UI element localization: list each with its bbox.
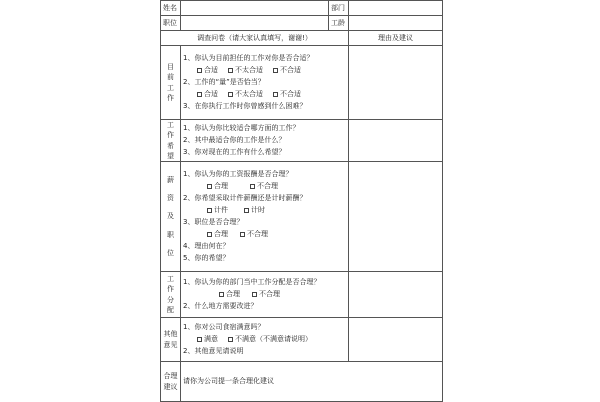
checkbox-option[interactable]: 不太合适 xyxy=(228,90,263,98)
question-text: 2、你希望采取计件薪酬还是计时薪酬？ xyxy=(183,194,307,203)
reason-cell[interactable] xyxy=(349,162,443,272)
reason-header: 理由及建议 xyxy=(349,31,443,46)
checkbox-option[interactable]: 合理 xyxy=(207,230,228,238)
section-label-current-work: 目 前 工 作 xyxy=(161,46,181,120)
option-group xyxy=(183,65,346,77)
option-group xyxy=(183,334,346,346)
reason-cell[interactable] xyxy=(349,318,443,362)
question-text: 2、什么地方需要改进？ xyxy=(183,302,258,311)
question-text: 2、其他意见请说明 xyxy=(183,347,244,356)
question-text: 1、你认为你比较适合哪方面的工作？ xyxy=(183,124,300,133)
checkbox-icon[interactable] xyxy=(252,292,257,297)
checkbox-icon[interactable] xyxy=(197,337,202,342)
name-row xyxy=(161,1,443,16)
dept-label: 部门 xyxy=(329,1,349,16)
question-text: 3、职位是否合理？ xyxy=(183,218,244,227)
option-group xyxy=(183,289,346,301)
dept-field[interactable] xyxy=(349,1,443,16)
checkbox-option[interactable]: 不太合适 xyxy=(228,66,263,74)
checkbox-option[interactable]: 合适 xyxy=(197,90,218,98)
checkbox-icon[interactable] xyxy=(228,68,233,73)
checkbox-icon[interactable] xyxy=(240,232,245,237)
checkbox-icon[interactable] xyxy=(228,337,233,342)
question-text: 1、你对公司食宿满意吗？ xyxy=(183,323,265,332)
name-field[interactable] xyxy=(181,1,329,16)
checkbox-icon[interactable] xyxy=(197,68,202,73)
checkbox-icon[interactable] xyxy=(250,184,255,189)
question-text: 2、工作的“量”是否恰当？ xyxy=(183,78,265,87)
option-group xyxy=(183,181,346,193)
seniority-field[interactable] xyxy=(349,16,443,31)
section-label-work-hope: 工 作 希 望 xyxy=(161,120,181,162)
checkbox-option[interactable]: 不满意（不满意请说明） xyxy=(228,335,312,343)
checkbox-option[interactable]: 合适 xyxy=(197,66,218,74)
question-text: 3、在你执行工作时你曾感到什么困难？ xyxy=(183,102,307,111)
section-work-distribution xyxy=(161,272,443,318)
position-field[interactable] xyxy=(181,16,329,31)
suggestion-text[interactable]: 请你为公司提一条合理化建议 xyxy=(181,362,443,402)
reason-cell[interactable] xyxy=(349,46,443,120)
option-group xyxy=(183,229,346,241)
question-text: 5、你的希望？ xyxy=(183,254,230,263)
section-content-work-hope xyxy=(181,120,349,162)
checkbox-icon[interactable] xyxy=(219,292,224,297)
section-suggestion xyxy=(161,362,443,402)
option-group xyxy=(183,205,346,217)
question-text: 1、你认为你的工资报酬是否合理？ xyxy=(183,170,293,179)
checkbox-icon[interactable] xyxy=(207,232,212,237)
checkbox-option[interactable]: 不合适 xyxy=(273,90,301,98)
checkbox-option[interactable]: 不合理 xyxy=(240,230,268,238)
section-content-current-work xyxy=(181,46,349,120)
reason-cell[interactable] xyxy=(349,120,443,162)
section-label-salary-position: 薪 资 及 职 位 xyxy=(161,162,181,272)
seniority-label: 工龄 xyxy=(329,16,349,31)
section-content-other-opinions xyxy=(181,318,349,362)
title-row xyxy=(161,31,443,46)
checkbox-icon[interactable] xyxy=(197,92,202,97)
checkbox-option[interactable]: 不合适 xyxy=(273,66,301,74)
checkbox-icon[interactable] xyxy=(228,92,233,97)
checkbox-option[interactable]: 计时 xyxy=(244,206,265,214)
name-label: 姓名 xyxy=(161,1,181,16)
questionnaire-title: 调查问卷（请大家认真填写，谢谢!） xyxy=(161,31,349,46)
checkbox-option[interactable]: 合理 xyxy=(207,182,228,190)
position-row xyxy=(161,16,443,31)
checkbox-option[interactable]: 计件 xyxy=(207,206,228,214)
question-text: 4、理由何在？ xyxy=(183,242,230,251)
position-label: 职位 xyxy=(161,16,181,31)
checkbox-icon[interactable] xyxy=(207,208,212,213)
checkbox-option[interactable]: 合理 xyxy=(219,290,240,298)
checkbox-option[interactable]: 不合理 xyxy=(252,290,280,298)
section-content-work-distribution xyxy=(181,272,349,318)
question-text: 2、其中最适合你的工作是什么？ xyxy=(183,136,286,145)
checkbox-option[interactable]: 满意 xyxy=(197,335,218,343)
checkbox-icon[interactable] xyxy=(207,184,212,189)
section-current-work xyxy=(161,46,443,120)
section-label-other-opinions: 其他 意见 xyxy=(161,318,181,362)
section-work-hope xyxy=(161,120,443,162)
section-label-work-distribution: 工 作 分 配 xyxy=(161,272,181,318)
checkbox-icon[interactable] xyxy=(244,208,249,213)
section-content-salary-position xyxy=(181,162,349,272)
section-label-suggestion: 合理 建议 xyxy=(161,362,181,402)
question-text: 1、你认为目前担任的工作对你是否合适？ xyxy=(183,54,314,63)
option-group xyxy=(183,89,346,101)
checkbox-option[interactable]: 不合理 xyxy=(250,182,278,190)
question-text: 1、你认为你的部门当中工作分配是否合理？ xyxy=(183,278,321,287)
question-text: 3、你对现在的工作有什么希望？ xyxy=(183,148,286,157)
reason-cell[interactable] xyxy=(349,272,443,318)
checkbox-icon[interactable] xyxy=(273,68,278,73)
section-salary-position xyxy=(161,162,443,272)
survey-form xyxy=(160,0,443,402)
checkbox-icon[interactable] xyxy=(273,92,278,97)
section-other-opinions xyxy=(161,318,443,362)
